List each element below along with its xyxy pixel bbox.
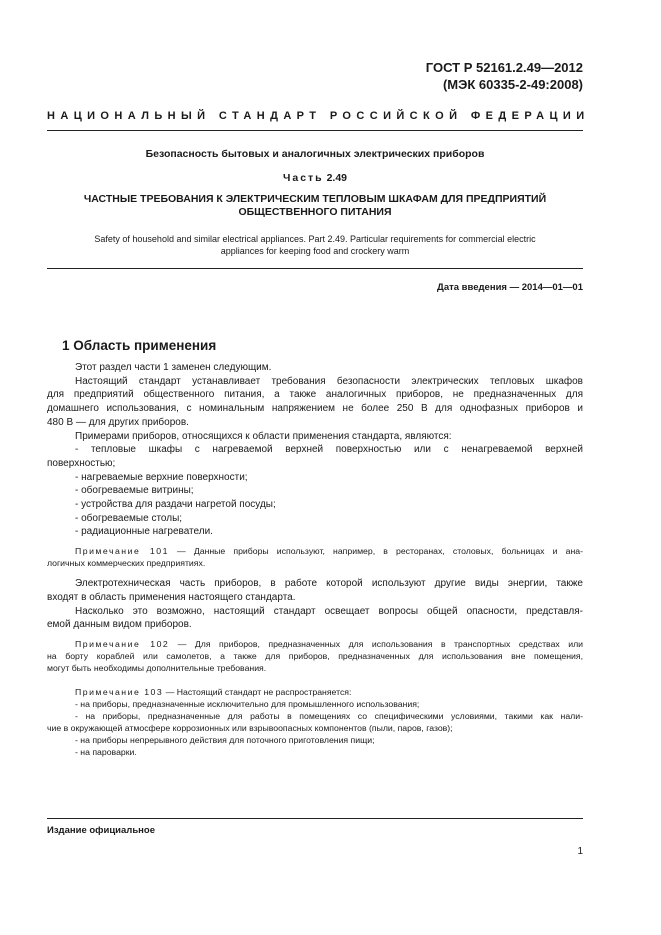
- iec-reference: (МЭК 60335-2-49:2008): [442, 77, 583, 92]
- paragraph-line: емой данным видом приборов.: [47, 619, 192, 631]
- list-item-line: - тепловые шкафы с нагреваемой верхней поверхностью или с ненагреваемой верхней: [75, 444, 583, 456]
- note-line: могут быть необходимы дополнительные требования.: [47, 662, 267, 673]
- series-title: Безопасность бытовых и аналогичных электрических приборов: [145, 148, 485, 160]
- part-heading: [47, 172, 583, 184]
- list-item-line: поверхностью;: [47, 457, 116, 469]
- paragraph-line: 480 В — для других приборов.: [47, 416, 189, 428]
- document-title: [47, 193, 583, 219]
- paragraph: [47, 375, 583, 430]
- list-item: - обогреваемые столы;: [75, 512, 183, 524]
- note-line: - на приборы, предназначенные для работы в помещениях со специфическими условиями, такими как нали-: [75, 710, 583, 721]
- title-line: ЧАСТНЫЕ ТРЕБОВАНИЯ К ЭЛЕКТРИЧЕСКИМ ТЕПЛОВЫМ ШКАФАМ ДЛЯ ПРЕДПРИЯТИЙ: [83, 193, 547, 205]
- part-number: 2.49: [326, 172, 347, 184]
- paragraph: Этот раздел части 1 заменен следующим.: [75, 362, 272, 373]
- paragraph-line: Настоящий стандарт устанавливает требования безопасности электрических тепловых шкафов: [75, 375, 583, 387]
- note-text: — Для приборов, предназначенных для использования в транспортных средствах или: [169, 638, 583, 649]
- note-text: — Данные приборы используют, например, в ресторанах, столовых, больницах и ана-: [168, 546, 583, 557]
- english-title-line: appliances for keeping food and crockery warm: [220, 246, 410, 256]
- footer-divider: [47, 818, 583, 819]
- paragraph: [47, 605, 583, 632]
- note-label: Примечание 102: [75, 638, 170, 649]
- national-standard-banner: НАЦИОНАЛЬНЫЙ СТАНДАРТ РОССИЙСКОЙ ФЕДЕРАЦИИ: [47, 110, 590, 122]
- note-label: Примечание 101: [75, 546, 169, 557]
- paragraph: [47, 577, 583, 604]
- note-line: - на приборы, предназначенные исключительно для промышленного использования;: [75, 698, 420, 709]
- paragraph-line: Электротехническая часть приборов, в работе которой используют другие виды энергии, также: [75, 578, 583, 590]
- section-heading: 1 Область применения: [62, 338, 217, 353]
- note-line: на борту кораблей или самолетов, а также для приборов, предназначенных для использования вне помещения,: [47, 650, 583, 661]
- note-101: [47, 545, 583, 569]
- note-102: [47, 638, 583, 674]
- paragraph-line: домашнего использования, с номинальным напряжением не более 250 В для однофазных приборов и: [47, 403, 583, 415]
- list-item: [47, 443, 583, 470]
- note-line: [47, 686, 583, 698]
- paragraph-line: для предприятий общественного питания, а также аналогичных приборов, не предназначенных для: [47, 389, 583, 401]
- note-line: логичных коммерческих предприятиях.: [47, 558, 206, 569]
- page-number: 1: [577, 846, 583, 857]
- list-item: - радиационные нагреватели.: [75, 526, 213, 538]
- title-divider: [47, 268, 583, 269]
- standard-number: ГОСТ Р 52161.2.49—2012: [425, 60, 583, 75]
- paragraph-line: входят в область применения настоящего стандарта.: [47, 591, 296, 603]
- english-title-line: Safety of household and similar electrical appliances. Part 2.49. Particular requirements for commercial electric: [94, 234, 536, 244]
- list-item: - обогреваемые витрины;: [75, 485, 194, 497]
- english-title: [47, 233, 583, 257]
- paragraph: Примерами приборов, относящихся к области применения стандарта, являются:: [75, 430, 452, 442]
- part-label: Часть: [282, 172, 324, 184]
- note-line: - на пароварки.: [75, 746, 137, 757]
- banner-divider: [47, 130, 583, 131]
- note-text: — Настоящий стандарт не распространяется:: [163, 686, 352, 697]
- note-line: [47, 545, 583, 557]
- paragraph-line: Насколько это возможно, настоящий стандарт освещает вопросы общей опасности, представля-: [75, 605, 583, 617]
- title-line: ОБЩЕСТВЕННОГО ПИТАНИЯ: [238, 206, 392, 218]
- section-body: [47, 361, 583, 758]
- list-item: - устройства для раздачи нагретой посуды;: [75, 499, 276, 511]
- note-label: Примечание 103: [75, 686, 164, 697]
- list-item: - нагреваемые верхние поверхности;: [75, 471, 248, 483]
- note-103: [47, 686, 583, 758]
- note-line: чие в окружающей атмосфере коррозионных или взрывоопасных компонентов (пыли, паров, газов);: [47, 722, 453, 733]
- note-line: [47, 638, 583, 650]
- official-edition: Издание официальное: [47, 825, 155, 836]
- introduction-date: Дата введения — 2014—01—01: [437, 282, 583, 293]
- note-line: - на приборы непрерывного действия для поточного приготовления пищи;: [75, 734, 375, 745]
